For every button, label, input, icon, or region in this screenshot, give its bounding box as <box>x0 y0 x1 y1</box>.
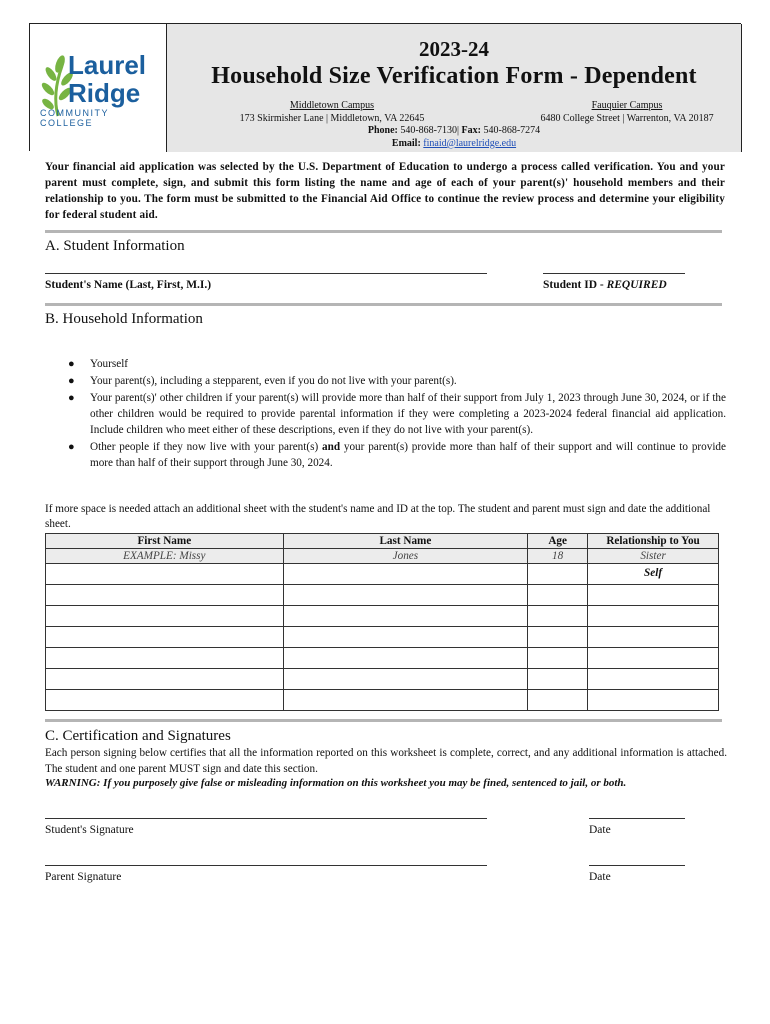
phone-label: Phone: <box>367 125 398 136</box>
divider <box>45 719 722 722</box>
logo-text-college: COLLEGE <box>40 118 94 128</box>
age-cell[interactable] <box>528 627 588 648</box>
relationship-cell[interactable] <box>588 690 719 711</box>
age-cell[interactable] <box>528 585 588 606</box>
section-b-title: B. Household Information <box>45 311 203 327</box>
relationship-cell[interactable] <box>588 606 719 627</box>
section-c-title: C. Certification and Signatures <box>45 728 231 744</box>
campus-middletown-name: Middletown Campus <box>289 100 375 111</box>
age-cell[interactable] <box>528 669 588 690</box>
additional-sheet-note: If more space is needed attach an additional sheet with the student's name and ID at the top. The student and parent must sign and date the additional sheet. <box>45 503 711 530</box>
relationship-cell[interactable] <box>588 627 719 648</box>
household-criteria-list <box>60 356 726 472</box>
student-signature-field[interactable] <box>45 818 487 819</box>
list-item <box>60 439 726 471</box>
campus-fauquier-name: Fauquier Campus <box>591 100 663 111</box>
campus-middletown-address: 173 Skirmisher Lane | Middletown, VA 22645 <box>239 112 425 124</box>
example-row <box>46 549 719 564</box>
example-age: 18 <box>528 549 588 564</box>
parent-signature-field[interactable] <box>45 865 487 866</box>
last-name-cell[interactable] <box>283 648 528 669</box>
student-date-field[interactable] <box>589 818 685 819</box>
parent-signature-label: Parent Signature <box>45 871 122 883</box>
table-row <box>46 585 719 606</box>
logo-text-community: COMMUNITY <box>40 108 109 118</box>
last-name-cell[interactable] <box>283 606 528 627</box>
example-relationship: Sister <box>588 549 719 564</box>
example-first-name: EXAMPLE: Missy <box>46 549 284 564</box>
relationship-cell[interactable] <box>588 669 719 690</box>
list-item <box>60 373 726 389</box>
last-name-cell[interactable] <box>283 627 528 648</box>
section-a-title: A. Student Information <box>45 238 185 254</box>
first-name-cell[interactable] <box>46 627 284 648</box>
relationship-self: Self <box>588 564 719 585</box>
age-cell[interactable] <box>528 648 588 669</box>
student-id-field[interactable] <box>543 273 685 274</box>
table-row <box>46 648 719 669</box>
example-last-name: Jones <box>283 549 528 564</box>
fax-label: Fax: <box>461 125 481 136</box>
last-name-cell[interactable] <box>283 669 528 690</box>
logo-text-laurel: Laurel <box>68 50 147 80</box>
age-cell[interactable] <box>528 606 588 627</box>
table-row <box>46 564 719 585</box>
bullet-text-b: your parent(s) provide more than half of their support and will continue to provide more than half of their support through June 30, 2024. <box>90 441 726 469</box>
household-table <box>45 533 719 711</box>
divider <box>45 303 722 306</box>
age-cell[interactable] <box>528 564 588 585</box>
table-header-row <box>46 534 719 549</box>
intro-paragraph: Your financial aid application was selected by the U.S. Department of Education to undergo a process called verification. You and your parent must complete, sign, and submit this form listing the name and age of each of your parent(s)' household members and their relationship to you. The form must be submitted to the Financial Aid Office to continue the review process and determine your eligibility for federal student aid. <box>45 161 725 221</box>
laurel-leaf-icon <box>38 44 160 129</box>
divider <box>45 230 722 233</box>
bullet-text: Your parent(s)' other children if your parent(s) will provide more than half of their support from July 1, 2023 through June 30, 2024, or if the other children would be required to provide parental information if they were completing a 2023-2024 federal financial aid application. Include children who meet either of these descriptions, even if they do not live with your parent(s). <box>90 392 726 436</box>
bullet-icon: ● <box>68 375 75 387</box>
first-name-cell[interactable] <box>46 690 284 711</box>
student-signature-label: Student's Signature <box>45 824 134 836</box>
last-name-cell[interactable] <box>283 564 528 585</box>
relationship-cell[interactable] <box>588 648 719 669</box>
table-row <box>46 627 719 648</box>
student-name-label: Student's Name (Last, First, M.I.) <box>45 279 212 291</box>
age-cell[interactable] <box>528 690 588 711</box>
first-name-cell[interactable] <box>46 585 284 606</box>
table-row <box>46 606 719 627</box>
contact-info: Phone: 540-868-7130| Fax: 540-868-7274 Email: finaid@laurelridge.edu <box>367 125 541 149</box>
bullet-text: Yourself <box>90 358 129 370</box>
email-label: Email: <box>391 137 421 149</box>
warning-text: WARNING: If you purposely give false or misleading information on this worksheet you may be fined, sentenced to jail, or both. <box>45 777 627 789</box>
first-name-cell[interactable] <box>46 669 284 690</box>
parent-date-label: Date <box>589 871 611 883</box>
required-text: REQUIRED <box>606 279 667 291</box>
title-box <box>167 24 742 152</box>
list-item <box>60 356 726 372</box>
campus-fauquier-address: 6480 College Street | Warrenton, VA 20187 <box>540 112 714 124</box>
table-row <box>46 669 719 690</box>
fax-number: 540-868-7274 <box>483 125 541 136</box>
bullet-icon: ● <box>68 358 75 370</box>
form-header <box>29 23 741 151</box>
form-year: 2023-24 <box>419 37 489 61</box>
header-age: Age <box>528 534 588 549</box>
campus-middletown <box>217 100 447 125</box>
header-relationship: Relationship to You <box>588 534 719 549</box>
first-name-cell[interactable] <box>46 564 284 585</box>
student-date-label: Date <box>589 824 611 836</box>
bullet-icon: ● <box>68 441 75 453</box>
phone-number: 540-868-7130 <box>400 125 458 136</box>
campus-fauquier <box>512 100 742 125</box>
last-name-cell[interactable] <box>283 690 528 711</box>
list-item <box>60 390 726 438</box>
bullet-icon: ● <box>68 392 75 404</box>
bullet-text-a: Other people if they now live with your parent(s) <box>90 441 322 453</box>
student-name-field[interactable] <box>45 273 487 274</box>
college-logo <box>30 24 167 152</box>
form-title: Household Size Verification Form - Dependent <box>211 63 697 89</box>
email-link[interactable]: finaid@laurelridge.edu <box>423 137 517 149</box>
first-name-cell[interactable] <box>46 648 284 669</box>
bullet-and: and <box>322 441 341 453</box>
header-first-name: First Name <box>46 534 284 549</box>
student-id-label <box>543 279 667 291</box>
first-name-cell[interactable] <box>46 606 284 627</box>
logo-text-ridge: Ridge <box>68 78 141 108</box>
student-id-label-text: Student ID - <box>543 279 607 291</box>
certification-text: Each person signing below certifies that all the information reported on this worksheet is complete, correct, and any additional information is attached. The student and one parent MUST sign and date this section. <box>45 747 727 775</box>
parent-date-field[interactable] <box>589 865 685 866</box>
relationship-cell[interactable] <box>588 585 719 606</box>
table-row <box>46 690 719 711</box>
bullet-text: Your parent(s), including a stepparent, even if you do not live with your parent(s). <box>90 375 457 387</box>
last-name-cell[interactable] <box>283 585 528 606</box>
header-last-name: Last Name <box>283 534 528 549</box>
